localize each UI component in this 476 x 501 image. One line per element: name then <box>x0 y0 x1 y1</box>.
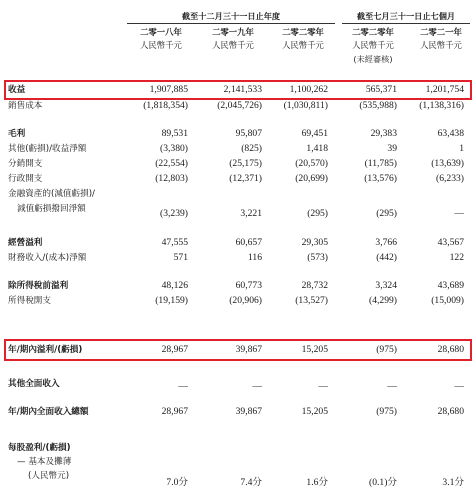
row-profit-for-period-2018: 28,967 <box>161 344 188 355</box>
row-revenue-2018: 1,907,885 <box>149 84 188 95</box>
row-revenue-half-2020: 565,371 <box>365 84 397 95</box>
row-income-tax-2018: (19,159) <box>155 295 188 306</box>
row-finance-income-half-2020: (442) <box>376 252 397 263</box>
row-label-profit-before-tax: 除所得稅前溢利 <box>8 281 69 291</box>
header-group-year: 截至十二月三十一日止年度 <box>181 11 281 21</box>
row-distribution-expenses-2020: (20,570) <box>295 158 328 169</box>
row-total-comprehensive-income-2018: 28,967 <box>161 406 188 417</box>
row-distribution-expenses-2019: (25,175) <box>229 158 262 169</box>
row-label-other-comprehensive-income: 其他全面收入 <box>8 379 60 389</box>
row-cost-of-sales-2019: (2,045,726) <box>217 100 262 111</box>
row-label-profit-for-period: 年/期內溢利/(虧損) <box>8 345 83 355</box>
row-eps-half-2020: (0.1)分 <box>369 477 397 488</box>
row-operating-profit-2019: 60,657 <box>235 237 262 248</box>
row-other-comprehensive-income-half-2020: — <box>387 381 397 392</box>
row-impairment-half-2020: (295) <box>376 208 397 219</box>
header-year-2018: 二零一八年 <box>140 27 182 37</box>
row-operating-profit-half-2021: 43,567 <box>437 237 464 248</box>
row-other-comprehensive-income-2018: — <box>178 381 188 392</box>
row-label-eps: 每股盈利/(虧損) <box>8 443 71 453</box>
row-cost-of-sales-half-2020: (535,988) <box>359 100 397 111</box>
header-currency-2018: 人民幣千元 <box>140 40 182 50</box>
row-label-finance-income: 財務收入/(成本)淨額 <box>8 253 87 263</box>
row-other-comprehensive-income-half-2021: — <box>454 381 464 392</box>
row-gross-profit-half-2020: 29,383 <box>370 128 397 139</box>
row-other-gains-2020: 1,418 <box>306 143 328 154</box>
row-other-gains-half-2021: 1 <box>459 143 464 154</box>
row-administrative-expenses-half-2020: (13,576) <box>364 173 397 184</box>
row-revenue-half-2021: 1,201,754 <box>425 84 464 95</box>
row-label-revenue: 收益 <box>8 85 26 95</box>
row-revenue-2020: 1,100,262 <box>289 84 328 95</box>
header-half-2021: 二零二一年 <box>420 27 462 37</box>
row-label-eps-unit: (人民幣元) <box>28 471 70 481</box>
row-gross-profit-2018: 89,531 <box>161 128 188 139</box>
row-impairment-2020: (295) <box>307 208 328 219</box>
row-gross-profit-2020: 69,451 <box>301 128 328 139</box>
row-eps-2019: 7.4分 <box>240 477 262 488</box>
row-impairment-half-2021: — <box>454 208 464 219</box>
row-income-tax-2019: (20,906) <box>229 295 262 306</box>
row-administrative-expenses-2018: (12,803) <box>155 173 188 184</box>
row-profit-before-tax-2019: 60,773 <box>235 280 262 291</box>
header-currency-2020: 人民幣千元 <box>282 40 324 50</box>
row-profit-before-tax-2018: 48,126 <box>161 280 188 291</box>
row-impairment-2018: (3,239) <box>160 208 188 219</box>
row-label-cost-of-sales: 銷售成本 <box>8 101 43 111</box>
row-distribution-expenses-half-2021: (13,639) <box>431 158 464 169</box>
row-total-comprehensive-income-2020: 15,205 <box>301 406 328 417</box>
header-group-half: 截至七月三十一日止七個月 <box>356 11 456 21</box>
row-other-comprehensive-income-2020: — <box>318 381 328 392</box>
row-label-operating-profit: 經營溢利 <box>8 238 43 248</box>
row-income-tax-half-2021: (15,009) <box>431 295 464 306</box>
header-year-2019: 二零一九年 <box>212 27 254 37</box>
header-currency-half-2020: 人民幣千元 <box>352 40 394 50</box>
row-administrative-expenses-2019: (12,371) <box>229 173 262 184</box>
row-impairment-2019: 3,221 <box>240 208 262 219</box>
row-cost-of-sales-2018: (1,818,354) <box>143 100 188 111</box>
row-other-comprehensive-income-2019: — <box>252 381 262 392</box>
header-half-2020: 二零二零年 <box>352 27 394 37</box>
row-gross-profit-half-2021: 63,438 <box>437 128 464 139</box>
row-label-income-tax: 所得稅開支 <box>8 296 51 306</box>
row-total-comprehensive-income-half-2020: (975) <box>376 406 397 417</box>
row-label-eps-basic-diluted: — 基本及攤薄 <box>17 457 72 467</box>
row-label-total-comprehensive-income: 年/期內全面收入總額 <box>8 407 89 417</box>
header-year-2020: 二零二零年 <box>282 27 324 37</box>
row-other-gains-2018: (3,380) <box>160 143 188 154</box>
row-cost-of-sales-half-2021: (1,138,316) <box>419 100 464 111</box>
row-finance-income-half-2021: 122 <box>449 252 464 263</box>
row-label-impairment-line1: 金融資產的(減值虧損)/ <box>8 189 95 199</box>
row-finance-income-2018: 571 <box>173 252 188 263</box>
header-currency-2019: 人民幣千元 <box>212 40 254 50</box>
row-profit-before-tax-half-2021: 43,689 <box>437 280 464 291</box>
row-label-other-gains: 其他(虧損)/收益淨額 <box>8 144 87 154</box>
row-operating-profit-half-2020: 3,766 <box>375 237 397 248</box>
row-other-gains-2019: (825) <box>241 143 262 154</box>
row-operating-profit-2018: 47,555 <box>161 237 188 248</box>
row-administrative-expenses-2020: (20,699) <box>295 173 328 184</box>
row-distribution-expenses-half-2020: (11,785) <box>364 158 397 169</box>
row-label-gross-profit: 毛利 <box>8 129 26 139</box>
row-distribution-expenses-2018: (22,554) <box>155 158 188 169</box>
header-currency-half-2021: 人民幣千元 <box>420 40 462 50</box>
row-label-impairment-line2: 減值虧損撥回淨額 <box>17 204 86 214</box>
row-other-gains-half-2020: 39 <box>387 143 397 154</box>
row-finance-income-2020: (573) <box>307 252 328 263</box>
row-total-comprehensive-income-2019: 39,867 <box>235 406 262 417</box>
row-label-distribution-expenses: 分銷開支 <box>8 159 43 169</box>
row-finance-income-2019: 116 <box>247 252 262 263</box>
row-income-tax-2020: (13,527) <box>295 295 328 306</box>
row-revenue-2019: 2,141,533 <box>223 84 262 95</box>
header-unaudited-note: (未經審核) <box>353 54 393 64</box>
row-cost-of-sales-2020: (1,030,811) <box>283 100 328 111</box>
row-profit-before-tax-2020: 28,732 <box>301 280 328 291</box>
header-group-year-rule <box>127 23 335 24</box>
row-income-tax-half-2020: (4,299) <box>369 295 397 306</box>
header-group-half-rule <box>342 23 470 24</box>
row-total-comprehensive-income-half-2021: 28,680 <box>437 406 464 417</box>
row-operating-profit-2020: 29,305 <box>301 237 328 248</box>
row-eps-2018: 7.0分 <box>166 477 188 488</box>
row-eps-half-2021: 3.1分 <box>442 477 464 488</box>
row-profit-for-period-half-2021: 28,680 <box>437 344 464 355</box>
row-profit-for-period-half-2020: (975) <box>376 344 397 355</box>
row-profit-for-period-2019: 39,867 <box>235 344 262 355</box>
row-label-administrative-expenses: 行政開支 <box>8 174 43 184</box>
row-administrative-expenses-half-2021: (6,233) <box>436 173 464 184</box>
row-gross-profit-2019: 95,807 <box>235 128 262 139</box>
row-profit-for-period-2020: 15,205 <box>301 344 328 355</box>
row-profit-before-tax-half-2020: 3,324 <box>375 280 397 291</box>
row-eps-2020: 1.6分 <box>306 477 328 488</box>
